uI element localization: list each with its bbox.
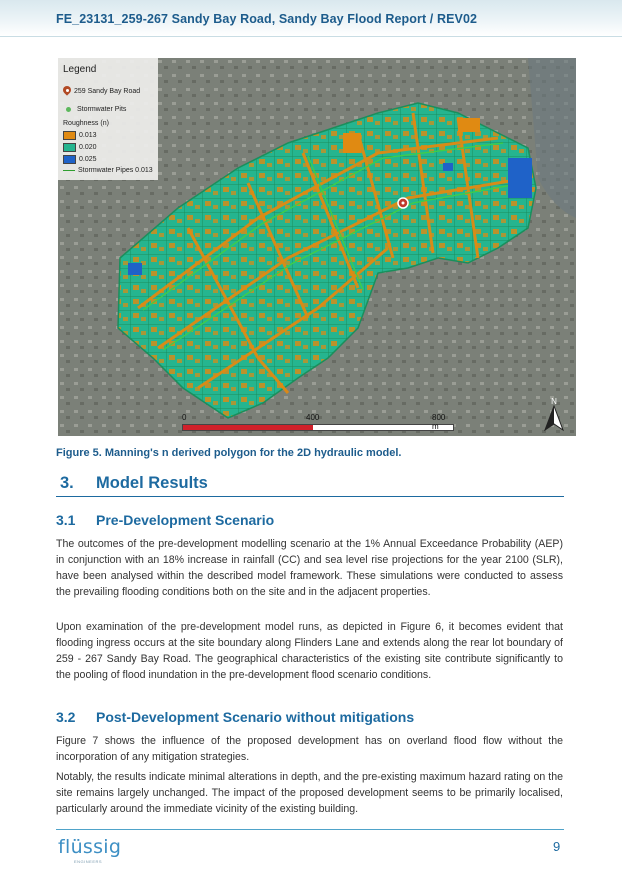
paragraph: Upon examination of the pre-development model runs, as depicted in Figure 6, it becomes evident that flooding ingress occurs at the site boundary along Flinders Lane and extends along the rear lot boundary of 259 - 267 Sandy Bay Road. The geographical characteristics of the existing site contribute significantly to the pooling of flood inundation in the pre-development flood scenario conditions.: [56, 621, 563, 681]
scale-label-mid: 400: [306, 413, 320, 422]
legend-class-1: 0.013: [63, 131, 97, 140]
water-body-centre: [443, 163, 453, 171]
pipe-line-icon: [63, 170, 75, 171]
water-body-west: [128, 263, 142, 275]
legend-pipes: Stormwater Pipes 0.013: [63, 167, 153, 174]
legend-title: Legend: [63, 64, 97, 75]
location-pin-icon: [63, 86, 71, 96]
document-title: FE_23131_259-267 Sandy Bay Road, Sandy Bay Flood Report / REV02: [56, 12, 478, 26]
site-marker-icon: [398, 198, 408, 208]
scale-bar: [182, 413, 454, 431]
legend-pits: [63, 106, 126, 113]
page-number: 9: [553, 839, 561, 854]
logo-tagline: ENGINEERS: [74, 859, 103, 864]
section-number: 3.: [60, 474, 74, 492]
legend-pits-label: Stormwater Pits: [77, 106, 127, 113]
scale-label-end: 800 m: [432, 413, 446, 431]
swatch-0013: [63, 131, 76, 140]
north-arrow-icon: [541, 396, 567, 432]
north-label: N: [551, 397, 557, 406]
page-header: [0, 0, 622, 37]
paragraph: Figure 7 shows the influence of the proposed development has on overland flood flow without the incorporation of any mitigation strategies.: [56, 735, 563, 763]
figure-caption: Figure 5. Manning's n derived polygon for the 2D hydraulic model.: [56, 447, 402, 459]
map-legend: [58, 58, 158, 180]
swatch-0025: [63, 155, 76, 164]
swatch-0020: [63, 143, 76, 152]
legend-class-3: 0.025: [63, 155, 97, 164]
legend-site: [63, 86, 140, 96]
pit-dot-icon: [66, 107, 71, 112]
legend-class-2: 0.020: [63, 143, 97, 152]
building-footprint: [458, 118, 480, 132]
legend-roughness-heading: Roughness (n): [63, 120, 109, 127]
footer-divider: [56, 829, 564, 830]
paragraph: Notably, the results indicate minimal alterations in depth, and the pre-existing maximum hazard rating on the site remains largely unchanged. The impact of the proposed development seems to be primarily localised, particularly around the immediate vicinity of the existing building.: [56, 771, 563, 815]
logo-wordmark: flüssig: [58, 836, 122, 858]
section-heading: [56, 474, 564, 497]
scale-label-start: 0: [182, 413, 187, 422]
legend-site-label: 259 Sandy Bay Road: [74, 87, 141, 95]
roughness-map-figure: [58, 58, 576, 436]
paragraph: The outcomes of the pre-development modelling scenario at the 1% Annual Exceedance Probability (AEP) in conjunction with an 18% increase in rainfall (CC) and sea level rise projections for the year 2100 (SLR), have been analysed within the described model framework. These simulations were conducted to assess the prevailing flooding conditions both on the site and in the adjacent properties.: [56, 538, 563, 598]
company-logo: [58, 836, 128, 866]
water-body-east: [508, 158, 532, 198]
section-title: Model Results: [96, 474, 208, 492]
building-footprint: [343, 133, 361, 153]
